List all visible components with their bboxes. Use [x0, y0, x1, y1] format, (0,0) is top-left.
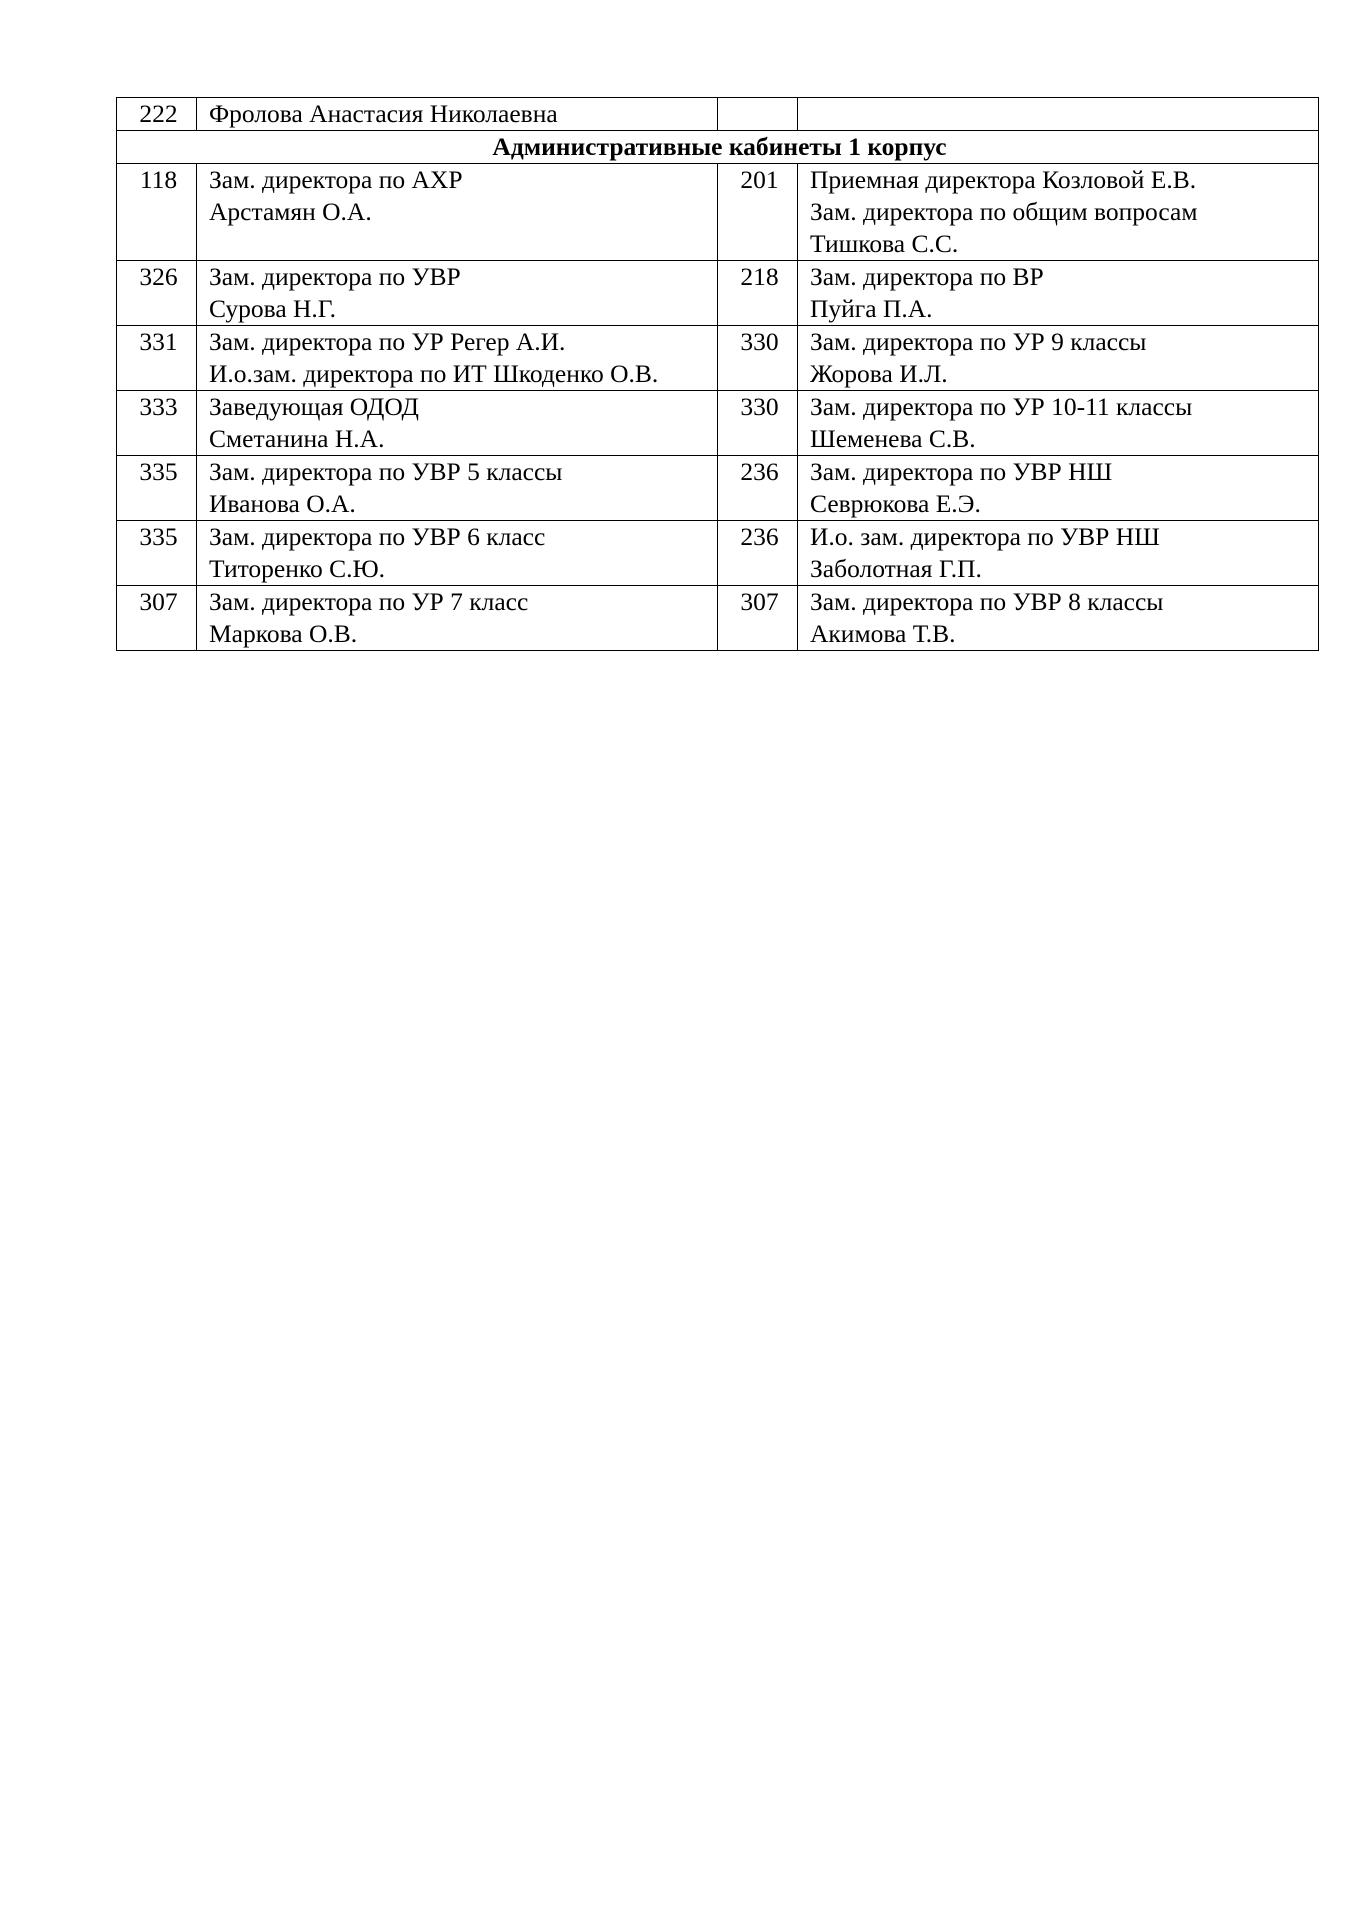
- table-row: [117, 261, 1319, 326]
- room-number-cell: 331: [117, 326, 197, 391]
- room-number-cell: 236: [718, 456, 798, 521]
- room-number-cell: 333: [117, 391, 197, 456]
- office-text-line: Приемная директора Козловой Е.В.: [810, 165, 1197, 194]
- office-text-line: Зам. директора по общим вопросам: [810, 197, 1198, 226]
- office-text-line: Титоренко С.Ю.: [209, 554, 386, 583]
- office-text-line: Заведующая ОДОД: [209, 392, 419, 421]
- office-text-line: Арстамян О.А.: [209, 197, 372, 226]
- office-description-cell: [798, 261, 1319, 326]
- office-text-line: Заболотная Г.П.: [810, 554, 982, 583]
- office-description-cell: [798, 521, 1319, 586]
- office-description-cell: [197, 456, 718, 521]
- office-text-line: Акимова Т.В.: [810, 619, 956, 648]
- room-number-cell: 326: [117, 261, 197, 326]
- office-text-line: Шеменева С.В.: [810, 424, 976, 453]
- name-cell: [798, 98, 1319, 131]
- office-description-cell: [197, 326, 718, 391]
- office-text-line: Зам. директора по УВР НШ: [810, 457, 1113, 486]
- room-number-cell: [718, 98, 798, 131]
- office-description-cell: [197, 521, 718, 586]
- office-text-line: Севрюкова Е.Э.: [810, 489, 981, 518]
- office-text-line: Зам. директора по УР 7 класс: [209, 587, 529, 616]
- office-description-cell: [798, 391, 1319, 456]
- office-text-line: Сметанина Н.А.: [209, 424, 385, 453]
- section-header-row: [117, 131, 1319, 164]
- name-cell: Фролова Анастасия Николаевна: [197, 98, 718, 131]
- office-text-line: И.о.зам. директора по ИТ Шкоденко О.В.: [209, 359, 659, 388]
- office-text-line: Маркова О.В.: [209, 619, 358, 648]
- office-description-cell: [197, 261, 718, 326]
- room-number-cell: 330: [718, 391, 798, 456]
- section-title: Административные кабинеты 1 корпус: [117, 131, 1319, 164]
- office-description-cell: [197, 586, 718, 651]
- rooms-table: [116, 97, 1319, 651]
- office-text-line: Зам. директора по ВР: [810, 262, 1044, 291]
- table-row: [117, 391, 1319, 456]
- room-number-cell: 201: [718, 164, 798, 261]
- room-number-cell: 236: [718, 521, 798, 586]
- office-text-line: Зам. директора по УВР 8 классы: [810, 587, 1164, 616]
- office-description-cell: [197, 164, 718, 261]
- room-number-cell: 307: [718, 586, 798, 651]
- room-number-cell: 218: [718, 261, 798, 326]
- table-row: [117, 521, 1319, 586]
- office-description-cell: [798, 326, 1319, 391]
- room-number-cell: 335: [117, 456, 197, 521]
- office-description-cell: [197, 391, 718, 456]
- office-text-line: Зам. директора по УВР 6 класс: [209, 522, 546, 551]
- room-number-cell: 330: [718, 326, 798, 391]
- table-row: [117, 326, 1319, 391]
- room-number-cell: 335: [117, 521, 197, 586]
- office-description-cell: [798, 456, 1319, 521]
- table-row: [117, 164, 1319, 261]
- office-text-line: Зам. директора по УВР: [209, 262, 461, 291]
- room-number-cell: 307: [117, 586, 197, 651]
- table-row: [117, 586, 1319, 651]
- office-text-line: Жорова И.Л.: [810, 359, 948, 388]
- office-text-line: Иванова О.А.: [209, 489, 356, 518]
- table-row: [117, 456, 1319, 521]
- office-text-line: Зам. директора по АХР: [209, 165, 463, 194]
- office-text-line: Зам. директора по УР 10-11 классы: [810, 392, 1193, 421]
- office-text-line: Тишкова С.С.: [810, 229, 959, 258]
- office-text-line: И.о. зам. директора по УВР НШ: [810, 522, 1160, 551]
- office-text-line: Зам. директора по УР Регер А.И.: [209, 327, 566, 356]
- office-text-line: Пуйга П.А.: [810, 294, 933, 323]
- table-row: [117, 98, 1319, 131]
- office-description-cell: [798, 586, 1319, 651]
- office-text-line: Сурова Н.Г.: [209, 294, 337, 323]
- room-number-cell: 118: [117, 164, 197, 261]
- admin-rows: [117, 164, 1319, 651]
- office-description-cell: [798, 164, 1319, 261]
- room-number-cell: 222: [117, 98, 197, 131]
- office-text-line: Зам. директора по УВР 5 классы: [209, 457, 563, 486]
- office-text-line: Зам. директора по УР 9 классы: [810, 327, 1147, 356]
